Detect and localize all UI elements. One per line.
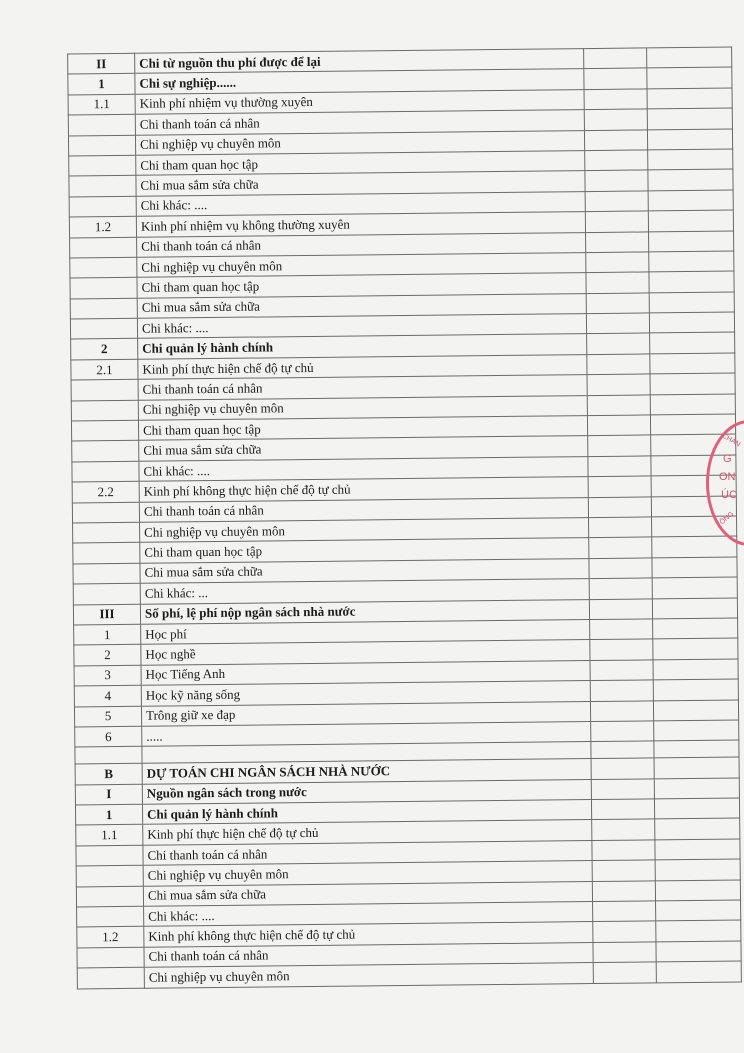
row-content-cell: Học nghề [141, 640, 590, 665]
row-empty-cell-2 [649, 312, 734, 333]
row-number-cell [73, 543, 140, 564]
row-content-cell: Chi nghiệp vụ chuyên môn [143, 861, 592, 886]
row-number-cell [72, 461, 139, 482]
row-content-cell: ..... [142, 721, 591, 746]
row-content-cell: Chi tham quan học tập [136, 151, 585, 176]
row-empty-cell-2 [652, 577, 737, 598]
row-empty-cell-1 [589, 537, 652, 558]
row-content-cell: Chi tham quan học tập [137, 273, 586, 298]
row-content-cell: Kinh phí thực hiện chế độ tự chủ [143, 820, 592, 845]
row-number-cell [75, 747, 142, 765]
row-content-cell: Kinh phí nhiệm vụ không thường xuyên [136, 212, 585, 237]
row-empty-cell-1 [590, 619, 653, 640]
row-number-cell: 4 [74, 685, 141, 706]
row-empty-cell-2 [655, 818, 740, 839]
row-empty-cell-1 [585, 211, 648, 232]
row-content-cell: Chi sự nghiệp...... [135, 69, 584, 94]
row-empty-cell-1 [584, 48, 647, 69]
row-content-cell: Chi tham quan học tập [138, 416, 587, 441]
row-number-cell: 1.1 [68, 94, 135, 115]
stamp-text-2: G [723, 453, 732, 465]
row-empty-cell-1 [593, 962, 656, 983]
row-empty-cell-1 [589, 598, 652, 619]
row-content-cell: Chi quản lý hành chính [138, 334, 587, 359]
row-empty-cell-2 [647, 129, 732, 150]
row-empty-cell-1 [586, 272, 649, 293]
row-content-cell: Chi mua sắm sửa chữa [143, 881, 592, 906]
row-content-cell: Chi mua sắm sửa chữa [139, 436, 588, 461]
row-number-cell: 5 [74, 706, 141, 727]
row-empty-cell-2 [650, 394, 735, 415]
row-empty-cell-1 [585, 150, 648, 171]
row-number-cell [70, 318, 137, 339]
row-content-cell: Kinh phí không thực hiện chế độ tự chủ [144, 922, 593, 947]
row-number-cell [70, 257, 137, 278]
row-empty-cell-1 [593, 942, 656, 963]
stamp-text-5: ÔNG [718, 510, 736, 527]
row-number-cell: 1.2 [69, 216, 136, 237]
row-number-cell [71, 420, 138, 441]
row-empty-cell-1 [592, 881, 655, 902]
row-empty-cell-1 [590, 700, 653, 721]
row-empty-cell-2 [653, 679, 738, 700]
row-empty-cell-2 [652, 557, 737, 578]
row-number-cell [69, 176, 136, 197]
row-number-cell: II [68, 53, 135, 74]
row-content-cell: Học Tiếng Anh [141, 660, 590, 685]
row-empty-cell-2 [656, 941, 741, 962]
row-empty-cell-1 [590, 639, 653, 660]
row-empty-cell-1 [592, 860, 655, 881]
row-number-cell [77, 947, 144, 968]
row-content-cell: Chi tham quan học tập [140, 538, 589, 563]
row-empty-cell-1 [592, 840, 655, 861]
row-empty-cell-2 [654, 798, 739, 819]
row-empty-cell-2 [650, 333, 735, 354]
row-content-cell: Học kỹ năng sống [141, 681, 590, 706]
row-empty-cell-2 [653, 638, 738, 659]
row-empty-cell-1 [591, 741, 654, 759]
row-content-cell: Chi nghiệp vụ chuyên môn [140, 518, 589, 543]
row-empty-cell-2 [653, 618, 738, 639]
row-number-cell: I [75, 784, 142, 805]
budget-table-body [68, 47, 742, 988]
row-empty-cell-1 [586, 231, 649, 252]
row-content-cell: Chi mua sắm sửa chữa [140, 558, 589, 583]
row-number-cell [73, 563, 140, 584]
row-number-cell [77, 906, 144, 927]
row-content-cell: Chi thanh toán cá nhân [143, 840, 592, 865]
row-empty-cell-2 [649, 251, 734, 272]
row-empty-cell-2 [648, 190, 733, 211]
row-empty-cell-2 [655, 839, 740, 860]
row-number-cell [69, 196, 136, 217]
row-empty-cell-1 [591, 779, 654, 800]
row-number-cell [72, 441, 139, 462]
row-empty-cell-1 [591, 721, 654, 742]
row-number-cell: 1 [68, 74, 135, 95]
row-empty-cell-1 [589, 558, 652, 579]
stamp-text-3: ON [719, 471, 736, 483]
row-empty-cell-2 [654, 778, 739, 799]
row-content-cell: Chi mua sắm sửa chữa [136, 171, 585, 196]
row-content-cell: Chi thanh toán cá nhân [138, 375, 587, 400]
row-number-cell [77, 967, 144, 988]
row-empty-cell-2 [653, 700, 738, 721]
row-empty-cell-2 [652, 598, 737, 619]
row-number-cell: B [75, 764, 142, 785]
row-content-cell: Học phí [141, 620, 590, 645]
row-empty-cell-1 [589, 578, 652, 599]
row-number-cell [70, 237, 137, 258]
row-content-cell: Chi thanh toán cá nhân [139, 497, 588, 522]
row-number-cell [73, 583, 140, 604]
row-empty-cell-1 [586, 313, 649, 334]
row-content-cell: Chi khác: .... [136, 191, 585, 216]
row-empty-cell-2 [648, 210, 733, 231]
row-number-cell: 1.2 [77, 927, 144, 948]
row-empty-cell-1 [593, 921, 656, 942]
row-empty-cell-2 [648, 169, 733, 190]
stamp-text-4: ÚC [721, 489, 737, 501]
row-empty-cell-2 [647, 47, 732, 68]
row-content-cell: Kinh phí không thực hiện chế độ tự chủ [139, 477, 588, 502]
row-number-cell [70, 298, 137, 319]
row-empty-cell-1 [587, 415, 650, 436]
row-number-cell: 2.2 [72, 481, 139, 502]
row-content-cell: Kinh phí nhiệm vụ thường xuyên [135, 89, 584, 114]
row-empty-cell-2 [649, 231, 734, 252]
row-content-cell: Chi mua sắm sửa chữa [137, 293, 586, 318]
row-number-cell: 2 [71, 339, 138, 360]
row-empty-cell-2 [655, 880, 740, 901]
row-number-cell: III [73, 604, 140, 625]
row-empty-cell-2 [656, 961, 741, 982]
row-content-cell: Chi quản lý hành chính [142, 800, 591, 825]
row-empty-cell-2 [653, 659, 738, 680]
row-empty-cell-1 [591, 758, 654, 779]
row-content-cell: DỰ TOÁN CHI NGÂN SÁCH NHÀ NƯỚC [142, 759, 591, 784]
row-empty-cell-2 [654, 740, 739, 758]
row-empty-cell-1 [586, 293, 649, 314]
row-empty-cell-1 [584, 68, 647, 89]
row-number-cell: 6 [75, 726, 142, 747]
row-number-cell [71, 380, 138, 401]
row-number-cell [68, 114, 135, 135]
stamp-text-1: CHÂN [720, 432, 742, 449]
row-content-cell: Chi thanh toán cá nhân [135, 110, 584, 135]
row-empty-cell-1 [584, 129, 647, 150]
row-empty-cell-1 [591, 799, 654, 820]
row-number-cell [76, 845, 143, 866]
row-number-cell: 1 [74, 624, 141, 645]
row-content-cell: Chi thanh toán cá nhân [144, 942, 593, 967]
row-empty-cell-1 [587, 354, 650, 375]
row-empty-cell-1 [593, 901, 656, 922]
row-number-cell [73, 522, 140, 543]
budget-table [67, 47, 742, 989]
row-number-cell: 3 [74, 665, 141, 686]
row-content-cell: Chi khác: ... [140, 579, 589, 604]
row-empty-cell-2 [648, 149, 733, 170]
row-content-cell: Kinh phí thực hiện chế độ tự chủ [138, 354, 587, 379]
row-number-cell: 2.1 [71, 359, 138, 380]
row-empty-cell-2 [649, 292, 734, 313]
row-empty-cell-1 [587, 374, 650, 395]
row-content-cell: Chi nghiệp vụ chuyên môn [138, 395, 587, 420]
row-content-cell: Chi khác: .... [137, 314, 586, 339]
row-empty-cell-1 [590, 680, 653, 701]
row-number-cell [76, 865, 143, 886]
row-number-cell [68, 135, 135, 156]
row-empty-cell-2 [650, 373, 735, 394]
row-content-cell: Chi khác: .... [144, 902, 593, 927]
row-content-cell: Chi khác: .... [139, 456, 588, 481]
row-number-cell: 1 [75, 804, 142, 825]
row-empty-cell-1 [587, 395, 650, 416]
row-empty-cell-2 [656, 920, 741, 941]
row-empty-cell-1 [588, 497, 651, 518]
row-empty-cell-2 [647, 88, 732, 109]
row-content-cell: Chi nghiệp vụ chuyên môn [135, 130, 584, 155]
row-empty-cell-1 [584, 89, 647, 110]
row-empty-cell-2 [656, 900, 741, 921]
row-empty-cell-2 [650, 353, 735, 374]
row-empty-cell-2 [654, 720, 739, 741]
row-content-cell: Chi thanh toán cá nhân [137, 232, 586, 257]
row-empty-cell-1 [588, 456, 651, 477]
row-number-cell [72, 502, 139, 523]
row-empty-cell-1 [586, 252, 649, 273]
row-empty-cell-1 [585, 170, 648, 191]
row-number-cell [71, 400, 138, 421]
row-content-cell: Chi từ nguồn thu phí được để lại [135, 49, 584, 74]
row-number-cell [76, 886, 143, 907]
row-empty-cell-2 [655, 859, 740, 880]
row-empty-cell-1 [592, 819, 655, 840]
row-empty-cell-2 [652, 536, 737, 557]
row-empty-cell-2 [654, 757, 739, 778]
row-content-cell: Chi nghiệp vụ chuyên môn [137, 252, 586, 277]
row-number-cell [70, 278, 137, 299]
row-empty-cell-1 [588, 476, 651, 497]
row-number-cell [69, 155, 136, 176]
row-empty-cell-1 [589, 517, 652, 538]
row-empty-cell-1 [588, 435, 651, 456]
row-content-cell: Chi nghiệp vụ chuyên môn [144, 963, 593, 988]
row-number-cell: 1.1 [76, 825, 143, 846]
row-content-cell: Nguồn ngân sách trong nước [142, 779, 591, 804]
row-empty-cell-1 [590, 660, 653, 681]
row-empty-cell-1 [585, 191, 648, 212]
row-empty-cell-2 [649, 271, 734, 292]
row-empty-cell-2 [647, 67, 732, 88]
row-content-cell: Số phí, lệ phí nộp ngân sách nhà nước [140, 599, 589, 624]
row-empty-cell-1 [584, 109, 647, 130]
row-content-cell: Trông giữ xe đạp [141, 701, 590, 726]
row-empty-cell-1 [587, 333, 650, 354]
row-empty-cell-2 [647, 108, 732, 129]
row-number-cell: 2 [74, 645, 141, 666]
